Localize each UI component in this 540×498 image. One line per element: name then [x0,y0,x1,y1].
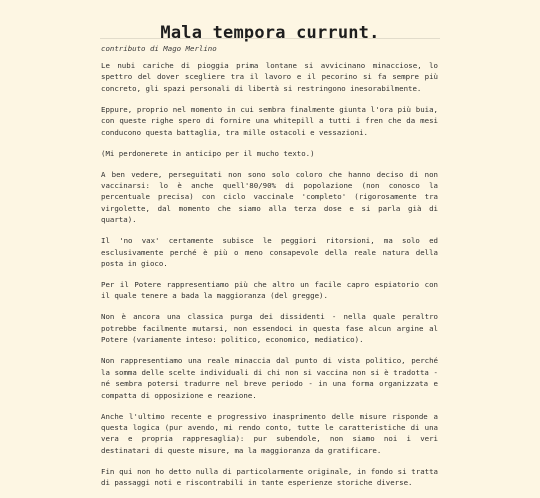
paragraph-8: Non rappresentiamo una reale minaccia dal punto di vista politico, perché la somma delle scelte individuali di chi non si vaccina non si è tradotta - né sembra potersi tradurre nel breve periodo - in una forma organizzata e compatta di opposizione e reazione. [101,356,438,400]
paragraph-10: Fin qui non ho detto nulla di particolarmente originale, in fondo si tratta di passaggi noti e riscontrabili in tante esperienze storiche diverse. [101,466,438,488]
paragraph-9: Anche l'ultimo recente e progressivo inasprimento delle misure risponde a questa logica (pur avendo, mi rendo conto, tutte le caratteristiche di una vera e propria rappresaglia): pur subendole, non siamo noi i veri destinatari di queste misure, ma la maggioranza da gratificare. [101,411,438,455]
paragraph-2: Eppure, proprio nel momento in cui sembra finalmente giunta l'ora più buia, con queste righe spero di fornire una whitepill a tutti i fren che da mesi conducono questa battaglia, tra mille ostacoli e vessazioni. [101,104,438,137]
paragraph-1: Le nubi cariche di pioggia prima lontane si avvicinano minacciose, lo spettro del dover scegliere tra il lavoro e il pecorino si fa sempre più concreto, gli spazi personali di libertà si restringono inesorabilmente. [101,61,438,93]
paragraph-6: Per il Potere rappresentiamo più che altro un facile capro espiatorio con il quale tenere a bada la maggioranza (del gregge). [101,280,438,301]
paragraph-5: Il 'no vax' certamente subisce le peggiori ritorsioni, ma solo ed esclusivamente perché è più o meno consapevole della reale natura della posta in gioco. [101,236,438,269]
paragraph-7: Non è ancora una classica purga dei dissidenti - nella quale peraltro potrebbe facilmente mutarsi, non essendoci in questa fase alcun argine al Potere (variamente inteso: politico, economico, mediatico). [101,312,438,345]
article-byline: contributo di Mago Merlino [101,44,217,53]
page-title: Mala tempora currunt. [160,23,380,44]
article-body [101,60,438,498]
paragraph-4: A ben vedere, perseguitati non sono solo coloro che hanno deciso di non vaccinarsi: lo è anche quell'80/90% di popolazione (non conosco la percentuale precisa) con ciclo vaccinale 'completo' (rigorosamente tra virgolette, dal momento che siamo alla terza dose e si parla già di quarta). [101,169,438,225]
title-divider [100,38,440,39]
paragraph-3: (Mi perdonerete in anticipo per il mucho texto.) [101,148,315,158]
